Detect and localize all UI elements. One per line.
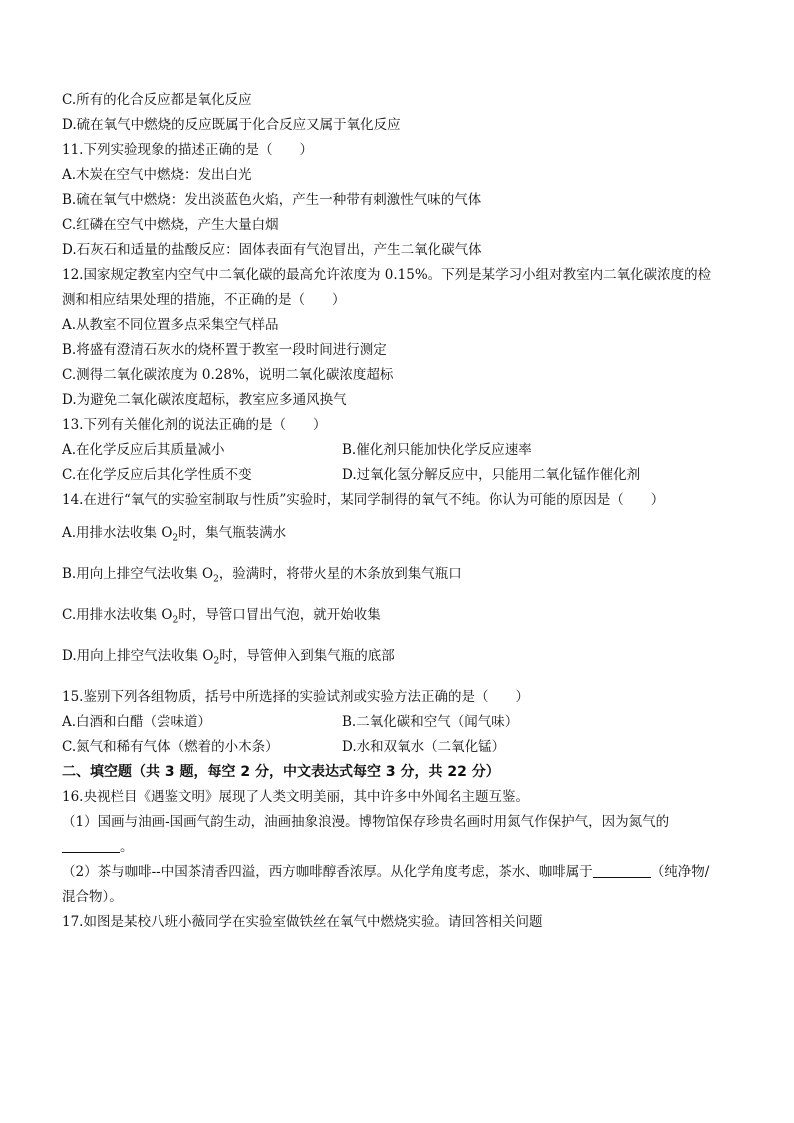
q16-part2: （2）茶与咖啡--中国茶清香四溢，西方咖啡醇香浓厚。从化学角度考虑，茶水、咖啡属于 （纯净物/ [62,864,710,880]
q12-option-d: D.为避免二氧化碳浓度超标，教室应多通风换气 [62,392,347,408]
q13-option-c: C.在化学反应后其化学性质不变 [62,467,252,483]
q13-options-row1 [62,438,742,463]
q11-option-c: C.红磷在空气中燃烧，产生大量白烟 [62,217,279,233]
q13-stem: 13.下列有关催化剂的说法正确的是（ ） [62,417,327,433]
q11-option-a: A.木炭在空气中燃烧：发出白光 [62,167,252,183]
q15-option-c: C.氮气和稀有气体（燃着的小木条） [62,739,279,755]
q16-part1-answer-line: 。 [62,835,742,860]
q12-option-b: B.将盛有澄清石灰水的烧杯置于教室一段时间进行测定 [62,342,387,358]
q13-option-b: B.催化剂只能加快化学反应速率 [342,442,532,458]
q14-option-c: C.用排水法收集 $O_2$时，导管口冒出气泡，就开始收集 [62,607,381,626]
q11-stem: 11.下列实验现象的描述正确的是（ ） [62,142,313,158]
q12-option-c: C.测得二氧化碳浓度为 0.28%，说明二氧化碳浓度超标 [62,367,394,383]
q12-option-a: A.从教室不同位置多点采集空气样品 [62,317,279,333]
q15-option-d: D.水和双氧水（二氧化锰） [342,739,506,755]
q10-option-c: C.所有的化合反应都是氧化反应 [62,92,252,108]
section-2-title: 二、填空题（共 3 题，每空 2 分，中文表达式每空 3 分，共 22 分） [62,764,500,780]
q16-stem: 16.央视栏目《遇鉴文明》展现了人类文明美丽，其中许多中外闻名主题互鉴。 [62,789,529,805]
q15-option-b: B.二氧化碳和空气（闻气味） [342,714,519,730]
q16-part2-line2: 混合物）。 [62,889,123,905]
exam-content [62,88,742,935]
q12-stem-line1: 12.国家规定教室内空气中二氧化碳的最高允许浓度为 0.15%。下列是某学习小组对教室内二氧化碳浓度的检 [62,267,712,283]
q14-option-b: B.用向上排空气法收集 $O_2$，验满时，将带火星的木条放到集气瓶口 [62,566,462,585]
q14-stem: 14.在进行“氧气的实验室制取与性质”实验时，某同学制得的氧气不纯。你认为可能的原因是（ ） [62,492,665,508]
answer-blank[interactable] [593,863,651,878]
q15-options-row1 [62,710,742,735]
q14-option-d: D.用向上排空气法收集 $O_2$时，导管伸入到集气瓶的底部 [62,648,395,667]
q14-option-a: A.用排水法收集 $O_2$时，集气瓶装满水 [62,525,287,544]
q17-stem: 17.如图是某校八班小薇同学在实验室做铁丝在氧气中燃烧实验。请回答相关问题 [62,914,543,930]
answer-blank[interactable] [62,838,120,853]
q13-option-d: D.过氧化氢分解反应中，只能用二氧化锰作催化剂 [342,467,641,483]
q10-option-d: D.硫在氧气中燃烧的反应既属于化合反应又属于氧化反应 [62,117,401,133]
q16-part1: （1）国画与油画-国画气韵生动，油画抽象浪漫。博物馆保存珍贵名画时用氮气作保护气，因为氮气的 [62,814,670,830]
q13-option-a: A.在化学反应后其质量减小 [62,442,225,458]
q15-stem: 15.鉴别下列各组物质，括号中所选择的实验试剂或实验方法正确的是（ ） [62,689,529,705]
q11-option-d: D.石灰石和适量的盐酸反应：固体表面有气泡冒出，产生二氧化碳气体 [62,242,482,258]
q12-stem-line2: 测和相应结果处理的措施，不正确的是（ ） [62,292,346,308]
q15-option-a: A.白酒和白醋（尝味道） [62,714,212,730]
q15-options-row2 [62,735,742,760]
q11-option-b: B.硫在氧气中燃烧：发出淡蓝色火焰，产生一种带有刺激性气味的气体 [62,192,482,208]
q13-options-row2 [62,463,742,488]
